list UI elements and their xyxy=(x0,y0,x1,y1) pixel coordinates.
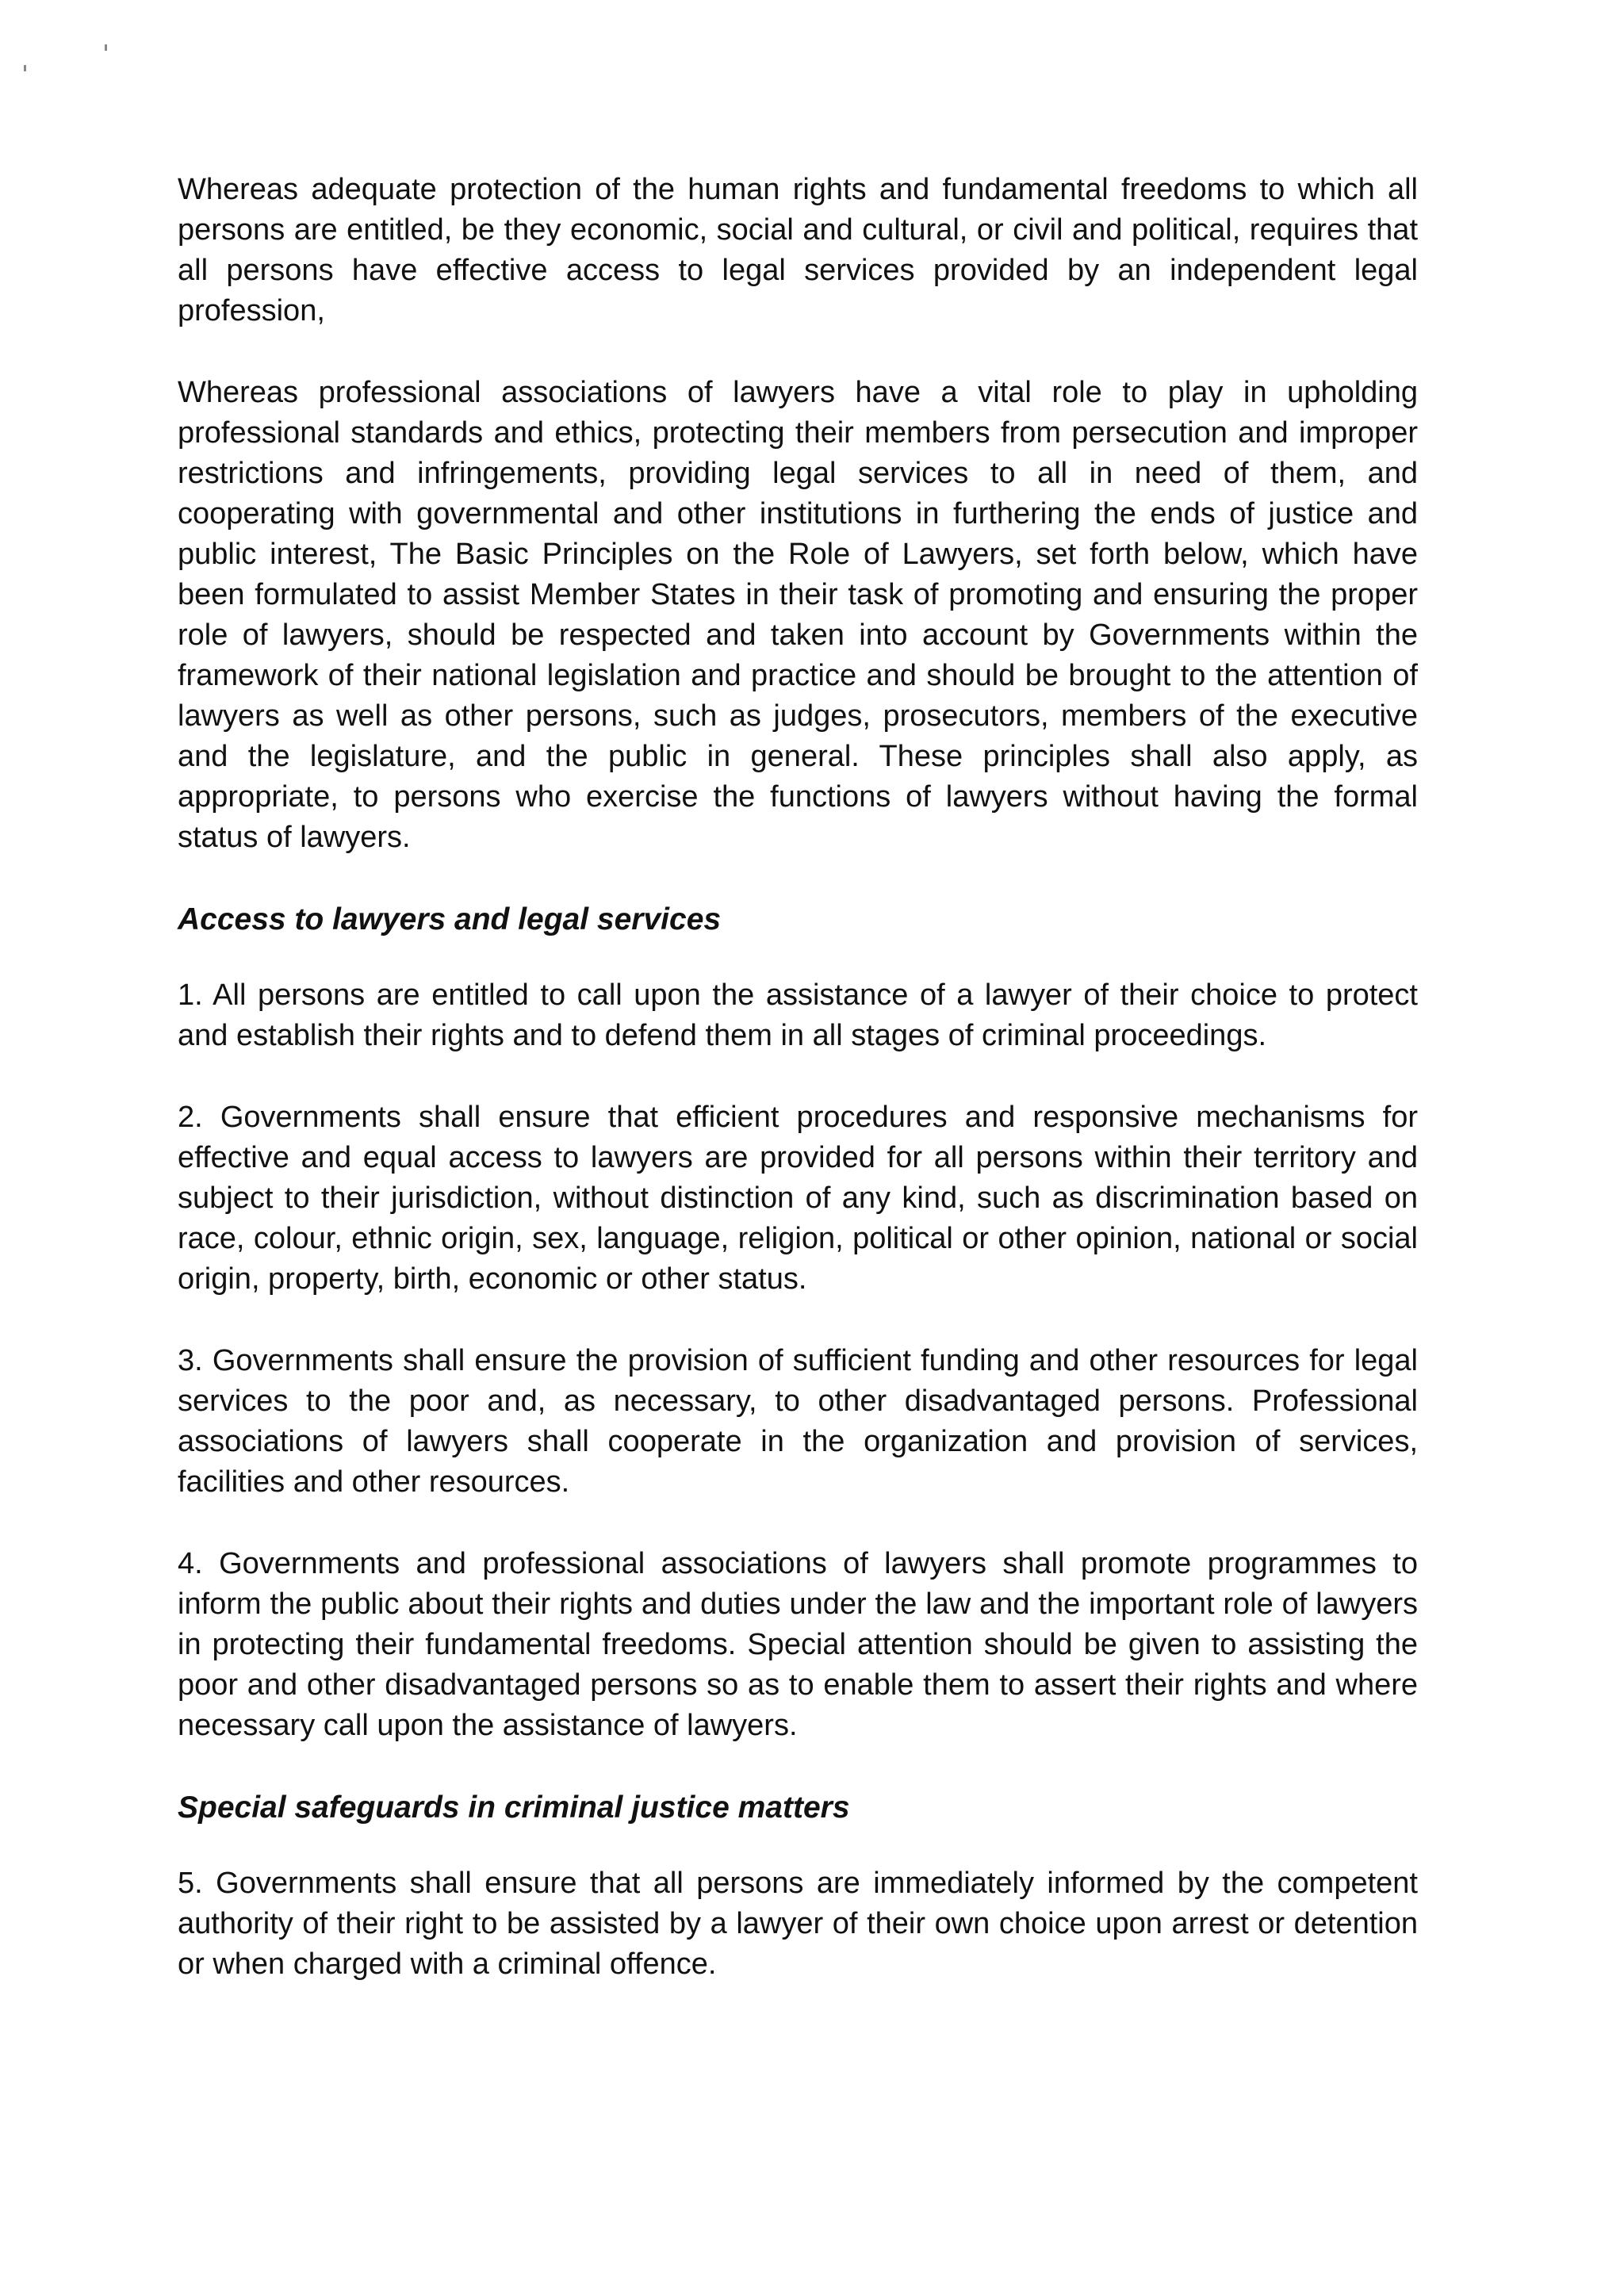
scan-speck xyxy=(105,44,107,51)
section-heading-access: Access to lawyers and legal services xyxy=(178,902,722,936)
principle-1: 1. All persons are entitled to call upon the assistance of a lawyer of their choice to protect and establish their rights and to defend them in all stages of criminal proceedings. xyxy=(178,978,1418,1052)
document-page xyxy=(178,170,1418,2026)
preamble-paragraph-1: Whereas adequate protection of the human rights and fundamental freedoms to which all persons are entitled, be they economic, social and cultural, or civil and political, requires that all persons have effective access to legal services provided by an independent legal profession, xyxy=(178,173,1418,327)
principle-5: 5. Governments shall ensure that all persons are immediately informed by the competent authority of their right to be assisted by a lawyer of their own choice upon arrest or detention or when charged with a criminal offence. xyxy=(178,1867,1418,1981)
principle-4: 4. Governments and professional associations of lawyers shall promote programmes to inform the public about their rights and duties under the law and the important role of lawyers in protecting their fundamental freedoms. Special attention should be given to assisting the poor and other disadvantaged persons so as to enable them to assert their rights and where necessary call upon the assistance of lawyers. xyxy=(178,1547,1418,1742)
principle-2: 2. Governments shall ensure that efficient procedures and responsive mechanisms for effective and equal access to lawyers are provided for all persons within their territory and subject to their jurisdiction, without distinction of any kind, such as discrimination based on race, colour, ethnic origin, sex, language, religion, political or other opinion, national or social origin, property, birth, economic or other status. xyxy=(178,1101,1418,1296)
scan-speck xyxy=(24,65,26,71)
section-heading-criminal-justice: Special safeguards in criminal justice matters xyxy=(178,1790,850,1825)
principle-3: 3. Governments shall ensure the provision of sufficient funding and other resources for legal services to the poor and, as necessary, to other disadvantaged persons. Professional associations of lawyers shall cooperate in the organization and provision of services, facilities and other resources. xyxy=(178,1344,1418,1499)
preamble-paragraph-2: Whereas professional associations of lawyers have a vital role to play in upholding professional standards and ethics, protecting their members from persecution and improper restrictions and infringements, providing legal services to all in need of them, and cooperating with governmental and other institutions in furthering the ends of justice and public interest, The Basic Principles on the Role of Lawyers, set forth below, which have been formulated to assist Member States in their task of promoting and ensuring the proper role of lawyers, should be respected and taken into account by Governments within the framework of their national legislation and practice and should be brought to the attention of lawyers as well as other persons, such as judges, prosecutors, members of the executive and the legislature, and the public in general. These principles shall also apply, as appropriate, to persons who exercise the functions of lawyers without having the formal status of lawyers. xyxy=(178,376,1418,854)
